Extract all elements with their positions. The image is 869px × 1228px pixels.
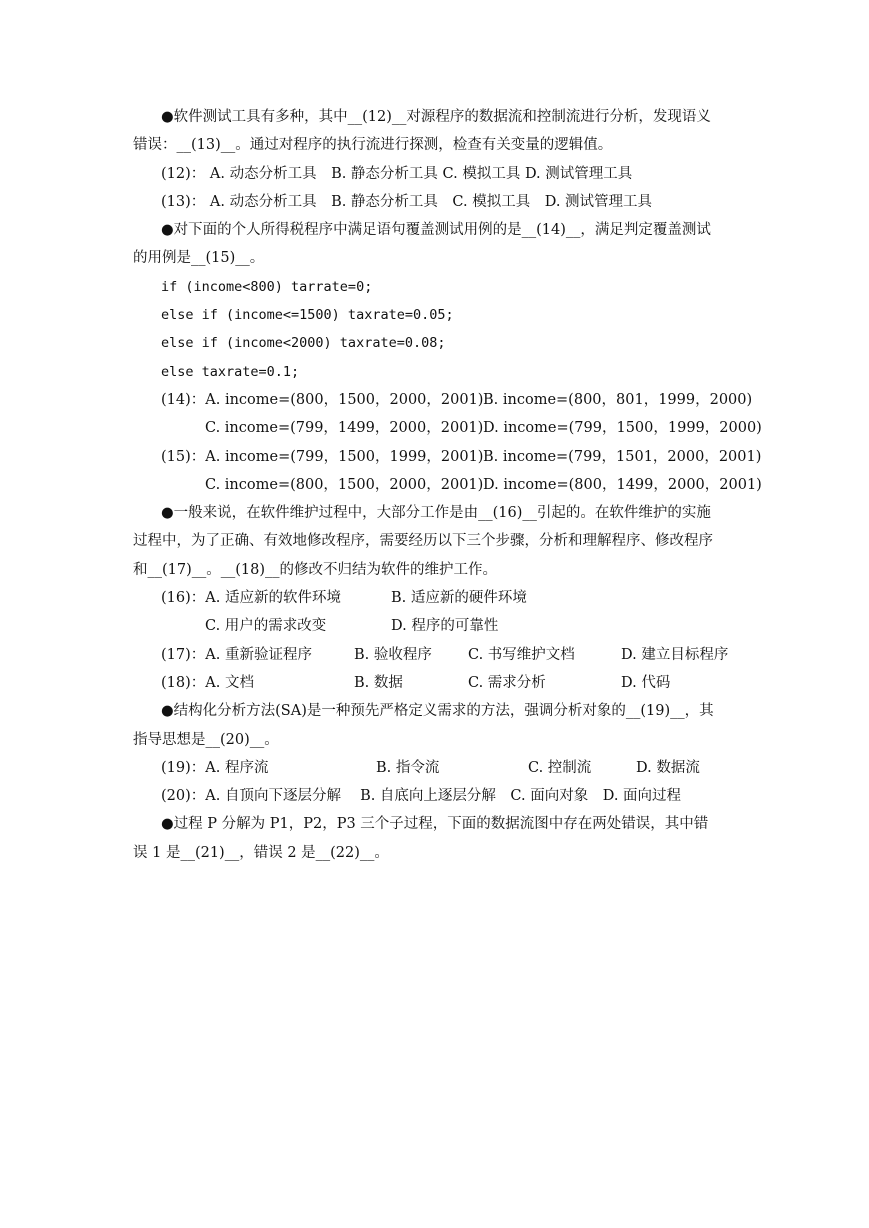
q12-options: (12)： A. 动态分析工具 B. 静态分析工具 C. 模拟工具 D. 测试管理工具: [161, 165, 633, 182]
q19-option-c: C. 控制流: [528, 759, 592, 776]
q17-options: [133, 641, 743, 669]
q14-option-d: D. income=(799，1500，1999，2000): [483, 420, 762, 437]
q19-stem-line1: ●结构化分析方法(SA)是一种预先严格定义需求的方法，强调分析对象的__(19)__，其: [161, 703, 714, 720]
q20-options: (20)：A. 自顶向下逐层分解 B. 自底向上逐层分解 C. 面向对象 D. 面向过程: [161, 788, 682, 805]
q13-options: (13)： A. 动态分析工具 B. 静态分析工具 C. 模拟工具 D. 测试管理工具: [161, 193, 653, 210]
q16-option-a: (16)：A. 适应新的软件环境: [161, 590, 341, 607]
q21-stem-line1: ●过程 P 分解为 P1，P2，P3 三个子过程，下面的数据流图中存在两处错误，其中错: [161, 816, 709, 833]
q19-options: [133, 754, 743, 782]
q19-option-b: B. 指令流: [376, 759, 440, 776]
q18-option-b: B. 数据: [354, 674, 403, 691]
q15-option-d: D. income=(800，1499，2000，2001): [483, 476, 762, 493]
q15-options-cd: [133, 471, 762, 499]
q14-options-ab: [133, 386, 753, 414]
code-line-3: else if (income<2000) taxrate=0.08;: [161, 335, 446, 352]
q14-option-a: (14)：A. income=(800，1500，2000，2001): [161, 391, 484, 408]
q15-option-a: (15)：A. income=(799，1500，1999，2001): [161, 448, 484, 465]
q17-option-a: (17)：A. 重新验证程序: [161, 646, 312, 663]
code-line-2: else if (income<=1500) taxrate=0.05;: [161, 307, 454, 324]
q21-stem-line2: 误 1 是__(21)__，错误 2 是__(22)__。: [133, 844, 389, 861]
q19-option-d: D. 数据流: [636, 759, 700, 776]
q14-stem-line1: ●对下面的个人所得税程序中满足语句覆盖测试用例的是__(14)__，满足判定覆盖测试: [161, 222, 711, 239]
q12-stem-line1: ●软件测试工具有多种，其中__(12)__对源程序的数据流和控制流进行分析，发现语义: [161, 109, 711, 125]
q15-option-c: C. income=(800，1500，2000，2001): [205, 476, 484, 493]
q17-option-b: B. 验收程序: [354, 646, 432, 663]
document-body: [133, 103, 762, 867]
q15-option-b: B. income=(799，1501，2000，2001): [483, 448, 762, 465]
q16-options-ab: [133, 584, 743, 612]
q15-options-ab: [133, 443, 762, 471]
q16-option-c: C. 用户的需求改变: [205, 618, 327, 635]
q16-option-b: B. 适应新的硬件环境: [391, 590, 527, 607]
q19-stem-line2: 指导思想是__(20)__。: [133, 731, 279, 748]
q16-stem-line1: ●一般来说，在软件维护过程中，大部分工作是由__(16)__引起的。在软件维护的实施: [161, 505, 711, 522]
q17-option-d: D. 建立目标程序: [621, 646, 729, 663]
q16-stem-line3: 和__(17)__。__(18)__的修改不归结为软件的维护工作。: [133, 561, 498, 578]
q16-stem-line2: 过程中，为了正确、有效地修改程序，需要经历以下三个步骤，分析和理解程序、修改程序: [133, 533, 713, 550]
q16-option-d: D. 程序的可靠性: [391, 618, 499, 635]
q18-option-d: D. 代码: [621, 674, 671, 691]
q14-stem-line2: 的用例是__(15)__。: [133, 250, 265, 267]
q19-option-a: (19)：A. 程序流: [161, 759, 269, 776]
q12-stem-line2: 错误：__(13)__。通过对程序的执行流进行探测，检查有关变量的逻辑值。: [133, 137, 613, 154]
q14-option-b: B. income=(800，801，1999，2000): [483, 391, 753, 408]
q14-options-cd: [133, 414, 762, 442]
q18-options: [133, 669, 743, 697]
q18-option-c: C. 需求分析: [468, 674, 546, 691]
code-line-4: else taxrate=0.1;: [161, 363, 300, 380]
q18-option-a: (18)：A. 文档: [161, 674, 254, 691]
q17-option-c: C. 书写维护文档: [468, 646, 575, 663]
q16-options-cd: [133, 612, 743, 640]
code-line-1: if (income<800) tarrate=0;: [161, 278, 373, 295]
q14-option-c: C. income=(799，1499，2000，2001): [205, 420, 484, 437]
